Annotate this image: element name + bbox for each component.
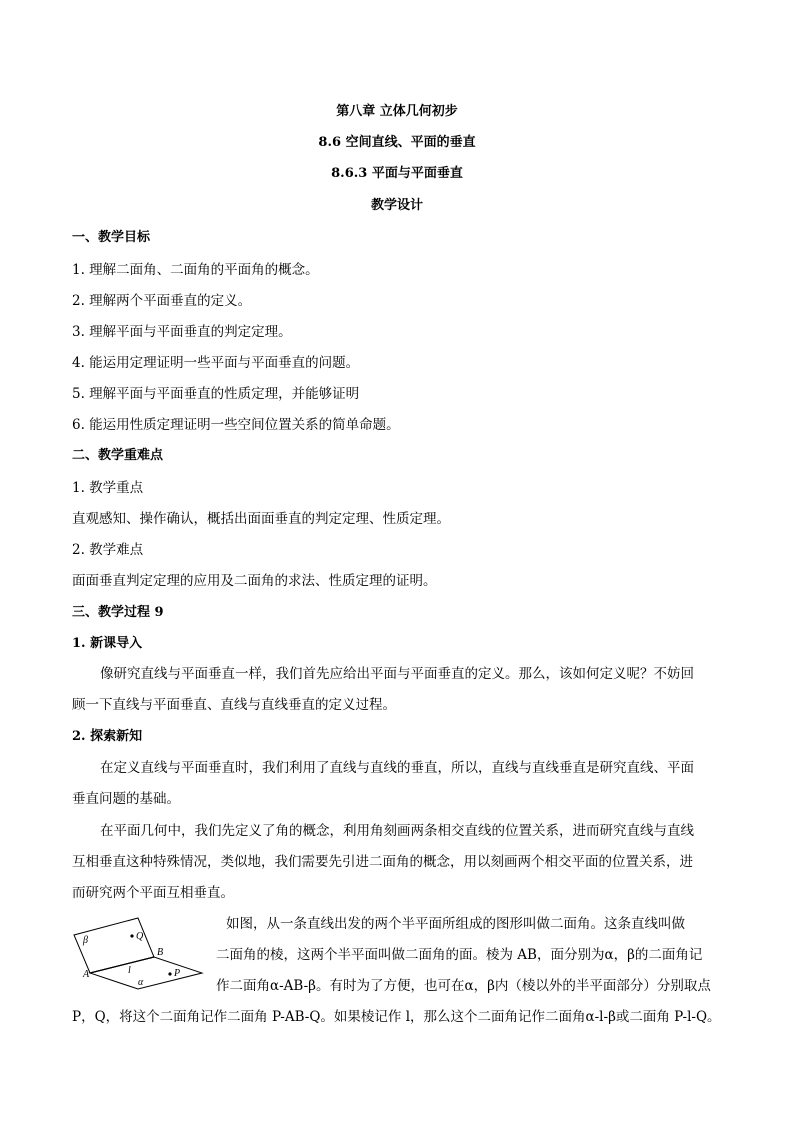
- dihedral-angle-figure: [70, 913, 210, 993]
- definition-line: P，Q，将这个二面角记作二面角 P-AB-Q。如果棱记作 l，那么这个二面角记作二面角α-l-β或二面角 P-l-Q。: [72, 1009, 721, 1025]
- definition-line: 二面角的棱，这两个半平面叫做二面角的面。棱为 AB，面分别为α，β的二面角记: [216, 947, 703, 963]
- goal-item: 3. 理解平面与平面垂直的判定定理。: [72, 324, 292, 340]
- goal-item: 5. 理解平面与平面垂直的性质定理，并能够证明: [72, 386, 360, 402]
- edge-ab-line: [90, 957, 154, 973]
- definition-line: 如图，从一条直线出发的两个半平面所组成的图形叫做二面角。这条直线叫做: [226, 916, 685, 932]
- explore-title: 2. 探索新知: [72, 729, 143, 744]
- label-alpha: α: [138, 977, 144, 988]
- explore-paragraph-line: 而研究两个平面互相垂直。: [72, 885, 234, 901]
- label-q: Q: [136, 931, 144, 942]
- key-points-heading: 二、教学重难点: [72, 448, 164, 463]
- plane-alpha-shape: [90, 957, 202, 989]
- chapter-title: 第八章 立体几何初步: [336, 104, 458, 119]
- focus-label: 1. 教学重点: [72, 480, 144, 496]
- goal-item: 1. 理解二面角、二面角的平面角的概念。: [72, 262, 319, 278]
- intro-paragraph-line: 顾一下直线与平面垂直、直线与直线垂直的定义过程。: [72, 697, 396, 713]
- explore-paragraph-line: 互相垂直这种特殊情况，类似地，我们需要先引进二面角的概念，用以刻画两个相交平面的位置关系，进: [72, 854, 693, 870]
- goal-item: 2. 理解两个平面垂直的定义。: [72, 293, 252, 309]
- explore-paragraph-line: 在平面几何中，我们先定义了角的概念，利用角刻画两条相交直线的位置关系，进而研究直线与直线: [100, 823, 694, 839]
- label-p: P: [174, 968, 181, 979]
- goals-heading: 一、教学目标: [72, 230, 151, 245]
- intro-title: 1. 新课导入: [72, 636, 143, 651]
- section-title: 8.6 空间直线、平面的垂直: [318, 135, 476, 150]
- definition-line: 作二面角α-AB-β。有时为了方便，也可在α，β内（棱以外的半平面部分）分别取点: [216, 978, 711, 994]
- point-q-dot: [130, 934, 133, 937]
- explore-paragraph-line: 垂直问题的基础。: [72, 791, 180, 807]
- label-b: B: [157, 947, 164, 958]
- explore-paragraph-line: 在定义直线与平面垂直时，我们利用了直线与直线的垂直，所以，直线与直线垂直是研究直线、平面: [100, 760, 694, 776]
- goal-item: 6. 能运用性质定理证明一些空间位置关系的简单命题。: [72, 417, 400, 433]
- label-a: A: [83, 969, 90, 980]
- difficulty-label: 2. 教学难点: [72, 542, 144, 558]
- label-beta: β: [83, 935, 88, 946]
- label-l: l: [128, 965, 131, 976]
- difficulty-text: 面面垂直判定定理的应用及二面角的求法、性质定理的证明。: [72, 573, 437, 589]
- focus-text: 直观感知、操作确认，概括出面面垂直的判定定理、性质定理。: [72, 511, 450, 527]
- document-type: 教学设计: [370, 198, 423, 213]
- subsection-title: 8.6.3 平面与平面垂直: [331, 166, 463, 181]
- point-p-dot: [168, 972, 171, 975]
- process-heading: 三、教学过程 9: [72, 605, 164, 620]
- intro-paragraph-line: 像研究直线与平面垂直一样，我们首先应给出平面与平面垂直的定义。那么，该如何定义呢？不妨回: [100, 666, 694, 682]
- goal-item: 4. 能运用定理证明一些平面与平面垂直的问题。: [72, 355, 360, 371]
